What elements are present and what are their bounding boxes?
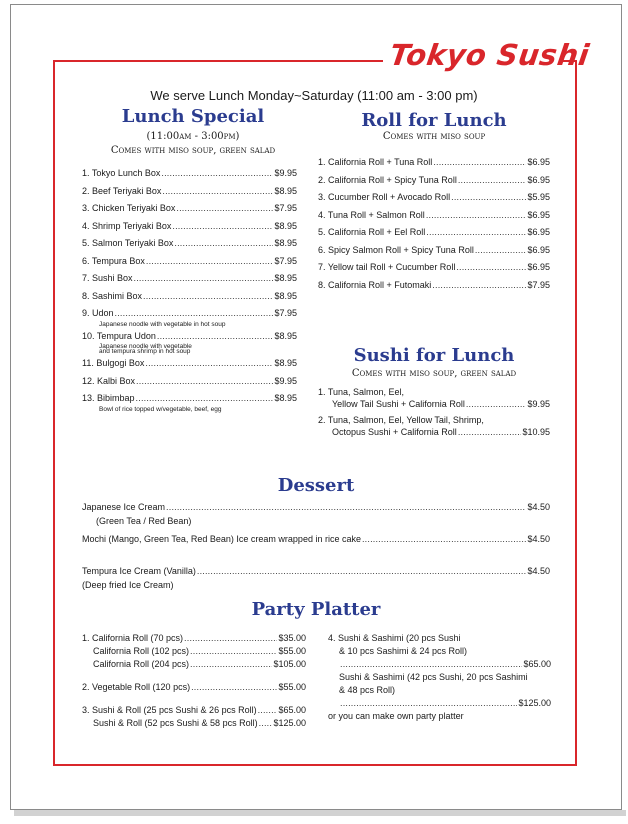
menu-item-name: 5. Salmon Teriyaki Box <box>82 238 174 248</box>
menu-item-name: 9. Udon <box>82 308 114 318</box>
menu-item-name: Japanese Ice Cream <box>82 502 166 512</box>
menu-item-description: Japanese noodle with vegetable in hot soup <box>99 320 226 328</box>
menu-item-row <box>318 399 550 415</box>
sushi-for-lunch-list <box>318 387 550 443</box>
leader-dots <box>143 291 273 301</box>
leader-dots <box>166 502 526 512</box>
leader-dots <box>157 331 274 341</box>
menu-item-name: 2. California Roll + Spicy Tuna Roll <box>318 174 457 185</box>
menu-item-row <box>82 256 297 274</box>
lunch-special-title: Lunch Special <box>121 106 265 127</box>
menu-item-row <box>318 227 550 245</box>
menu-item-row <box>82 358 297 376</box>
lunch-special-list <box>82 168 297 416</box>
menu-item-price: $7.95 <box>274 255 297 266</box>
platter-item-4-price-row <box>328 659 551 672</box>
menu-item-name: 1. California Roll + Tuna Roll <box>318 157 433 167</box>
platter-group-spacer <box>82 672 306 682</box>
dessert-item-detail <box>82 548 550 560</box>
menu-item-price: $55.00 <box>278 646 306 656</box>
menu-item-name: 6. Tempura Box <box>82 255 145 266</box>
menu-item-name: 1. California Roll (70 pcs) <box>82 633 184 643</box>
menu-item-description: Japanese noodle with vegetable <box>99 343 192 350</box>
frame-top-rule <box>53 60 383 62</box>
menu-item-row <box>318 262 550 280</box>
menu-item-price: $10.95 <box>522 427 550 437</box>
menu-item-name: 5. California Roll + Eel Roll <box>318 227 426 237</box>
menu-item-name: 7. Yellow tail Roll + Cucumber Roll <box>318 262 456 272</box>
leader-dots <box>184 633 277 643</box>
sushi-set-line1: 1. Tuna, Salmon, Eel, <box>318 387 405 397</box>
lunch-special-item <box>82 331 297 356</box>
lunch-special-note: Comes with miso soup, green salad <box>110 145 276 156</box>
menu-item-row <box>82 659 306 672</box>
menu-item-name: 10. Tempura Udon <box>82 330 156 341</box>
menu-item-row <box>82 376 297 394</box>
menu-item-row <box>318 280 550 298</box>
roll-for-lunch-title: Roll for Lunch <box>361 110 507 131</box>
menu-item-price: $8.95 <box>274 220 297 231</box>
leader-dots <box>115 308 274 318</box>
menu-item-name: 12. Kalbi Box <box>82 375 136 386</box>
menu-item-row <box>82 534 550 548</box>
brand-logo: Tokyo Sushi <box>387 38 592 72</box>
menu-item-row <box>82 203 297 221</box>
lunch-special-item <box>82 186 297 204</box>
menu-item-name: 8. Sashimi Box <box>82 290 143 301</box>
menu-item-row <box>82 238 297 256</box>
leader-dots <box>191 682 277 692</box>
menu-item-price: $65.00 <box>278 705 306 715</box>
lunch-special-item <box>82 291 297 309</box>
menu-item-price: $8.95 <box>274 358 297 368</box>
lunch-special-item <box>82 168 297 186</box>
leader-dots <box>136 376 273 386</box>
menu-item-row <box>318 427 550 443</box>
menu-item-price: $5.95 <box>527 192 550 202</box>
menu-item-row <box>82 186 297 204</box>
leader-dots <box>136 393 274 403</box>
menu-item-price: $35.00 <box>278 633 306 643</box>
leader-dots <box>362 534 526 544</box>
leader-dots <box>426 210 527 220</box>
platter-item-4-price: $65.00 <box>523 659 551 669</box>
menu-item-name: 2. Beef Teriyaki Box <box>82 185 162 196</box>
dessert-item-detail: (Deep fried Ice Cream) <box>82 580 174 590</box>
platter-footer-note: or you can make own party platter <box>328 711 464 721</box>
menu-item-name: 3. Sushi & Roll (25 pcs Sushi & 26 pcs Roll) <box>82 705 257 715</box>
leader-dots <box>146 256 274 266</box>
menu-item-row <box>82 718 306 731</box>
menu-item-row <box>318 175 550 193</box>
menu-item-price: $8.95 <box>274 185 297 196</box>
lunch-special-item <box>82 256 297 274</box>
menu-item-price: $4.50 <box>527 502 550 512</box>
menu-item-price: $105.00 <box>273 659 306 669</box>
menu-item-price: $8.95 <box>274 393 297 403</box>
menu-item-price: $7.95 <box>274 203 297 213</box>
menu-item-name: 3. Cucumber Roll + Avocado Roll <box>318 192 451 202</box>
party-platter-right-list <box>328 633 551 724</box>
leader-dots <box>340 698 517 708</box>
leader-dots <box>197 566 527 576</box>
platter-item-4b-line2: & 48 pcs Roll) <box>339 685 396 695</box>
menu-item-name: Mochi (Mango, Green Tea, Red Bean) Ice cream wrapped in rice cake <box>82 534 361 544</box>
sushi-for-lunch-note: Comes with miso soup, green salad <box>351 368 517 379</box>
leader-dots <box>451 192 526 202</box>
leader-dots <box>456 262 526 272</box>
menu-item-name: 4. Shrimp Teriyaki Box <box>82 220 172 231</box>
platter-item-4b-price-row <box>328 698 551 711</box>
menu-item-price: $6.95 <box>527 174 550 185</box>
menu-item-price: $6.95 <box>527 209 550 220</box>
dessert-item-detail: (Green Tea / Red Bean) <box>96 516 192 526</box>
leader-dots <box>259 718 273 728</box>
lunch-hours-intro: We serve Lunch Monday~Saturday (11:00 am - 3:00 pm) <box>150 88 478 103</box>
dessert-title: Dessert <box>277 475 355 496</box>
menu-item-price: $6.95 <box>527 244 550 255</box>
menu-item-price: $6.95 <box>527 227 550 237</box>
leader-dots <box>432 280 526 290</box>
leader-dots <box>426 227 526 237</box>
menu-item-name: 8. California Roll + Futomaki <box>318 279 432 290</box>
menu-item-row <box>82 502 550 516</box>
menu-item-name: 2. Vegetable Roll (120 pcs) <box>82 682 191 692</box>
menu-item-price: $4.50 <box>527 566 550 576</box>
leader-dots <box>174 238 273 248</box>
menu-item-price: $8.95 <box>274 290 297 301</box>
menu-item-name: Octopus Sushi + California Roll <box>332 427 457 437</box>
leader-dots <box>466 399 527 409</box>
sushi-for-lunch-title: Sushi for Lunch <box>353 345 515 366</box>
lunch-special-item <box>82 221 297 239</box>
leader-dots <box>458 175 527 185</box>
menu-item-name: Tempura Ice Cream (Vanilla) <box>82 566 196 576</box>
leader-dots <box>190 659 272 669</box>
leader-dots <box>145 358 273 368</box>
menu-item-row <box>82 168 297 186</box>
menu-item-name: Sushi & Roll (52 pcs Sushi & 58 pcs Roll) <box>93 718 258 728</box>
menu-item-name: 1. Tokyo Lunch Box <box>82 168 161 178</box>
menu-item-row <box>82 633 306 646</box>
menu-item-name: 11. Bulgogi Box <box>82 358 145 368</box>
menu-item-row <box>318 192 550 210</box>
platter-item-4b-line1: Sushi & Sashimi (42 pcs Sushi, 20 pcs Sashimi <box>339 672 528 682</box>
menu-item-name: 6. Spicy Salmon Roll + Spicy Tuna Roll <box>318 244 474 255</box>
lunch-special-item <box>82 238 297 256</box>
menu-item-price: $125.00 <box>273 718 306 728</box>
menu-item-price: $9.95 <box>274 375 297 386</box>
platter-item-4-line2: & 10 pcs Sashimi & 24 pcs Roll) <box>339 646 468 656</box>
menu-item-price: $6.95 <box>527 157 550 167</box>
menu-item-name: 13. Bibimbap <box>82 393 135 403</box>
menu-item-price: $8.95 <box>274 330 297 341</box>
menu-item-row <box>82 646 306 659</box>
menu-item-row <box>82 291 297 309</box>
leader-dots <box>458 427 522 437</box>
menu-item-price: $8.95 <box>274 273 297 283</box>
party-platter-left-list <box>82 633 306 731</box>
lunch-special-item <box>82 393 297 413</box>
leader-dots <box>190 646 277 656</box>
page-shadow <box>14 810 626 816</box>
menu-item-row <box>318 210 550 228</box>
roll-for-lunch-note: Comes with miso soup <box>382 131 486 142</box>
menu-item-row <box>82 682 306 695</box>
platter-item-4-line1: 4. Sushi & Sashimi (20 pcs Sushi <box>328 633 461 643</box>
menu-item-price: $9.95 <box>527 399 550 409</box>
menu-item-row <box>82 566 550 580</box>
leader-dots <box>433 157 526 167</box>
menu-item-name: Yellow Tail Sushi + California Roll <box>332 399 465 409</box>
menu-item-row <box>82 705 306 718</box>
leader-dots <box>176 203 273 213</box>
lunch-special-item <box>82 273 297 291</box>
sushi-set-line1: 2. Tuna, Salmon, Eel, Yellow Tail, Shrimp, <box>318 415 484 425</box>
leader-dots <box>340 659 522 669</box>
menu-item-name: 3. Chicken Teriyaki Box <box>82 203 176 213</box>
roll-for-lunch-list <box>318 157 550 297</box>
menu-item-price: $7.95 <box>274 308 297 318</box>
menu-item-price: $55.00 <box>278 682 306 692</box>
menu-item-row <box>82 273 297 291</box>
menu-item-description: Bowl of rice topped w/vegetable, beef, egg <box>99 405 222 413</box>
menu-item-name: California Roll (204 pcs) <box>93 659 190 669</box>
menu-item-price: $6.95 <box>527 262 550 272</box>
lunch-special-item <box>82 358 297 376</box>
menu-item-name: 7. Sushi Box <box>82 273 133 283</box>
lunch-special-item <box>82 203 297 221</box>
leader-dots <box>134 273 274 283</box>
menu-item-description: and tempura shrimp in hot soup <box>99 348 191 355</box>
platter-item-4b-price: $125.00 <box>518 698 551 708</box>
party-platter-title: Party Platter <box>251 599 381 620</box>
lunch-special-hours: (11:00am - 3:00pm) <box>146 131 240 142</box>
leader-dots <box>475 245 527 255</box>
dessert-list <box>82 502 550 592</box>
menu-item-row <box>82 221 297 239</box>
menu-item-price: $9.95 <box>274 168 297 178</box>
menu-item-row <box>318 157 550 175</box>
menu-item-name: California Roll (102 pcs) <box>93 646 190 656</box>
leader-dots <box>258 705 278 715</box>
leader-dots <box>172 221 273 231</box>
lunch-special-item <box>82 308 297 328</box>
menu-item-name: 4. Tuna Roll + Salmon Roll <box>318 209 425 220</box>
leader-dots <box>161 168 273 178</box>
leader-dots <box>162 186 273 196</box>
menu-item-price: $7.95 <box>527 279 550 290</box>
menu-item-row <box>318 245 550 263</box>
menu-item-price: $8.95 <box>274 238 297 248</box>
menu-item-price: $4.50 <box>527 534 550 544</box>
platter-group-spacer <box>82 695 306 705</box>
lunch-special-item <box>82 376 297 394</box>
